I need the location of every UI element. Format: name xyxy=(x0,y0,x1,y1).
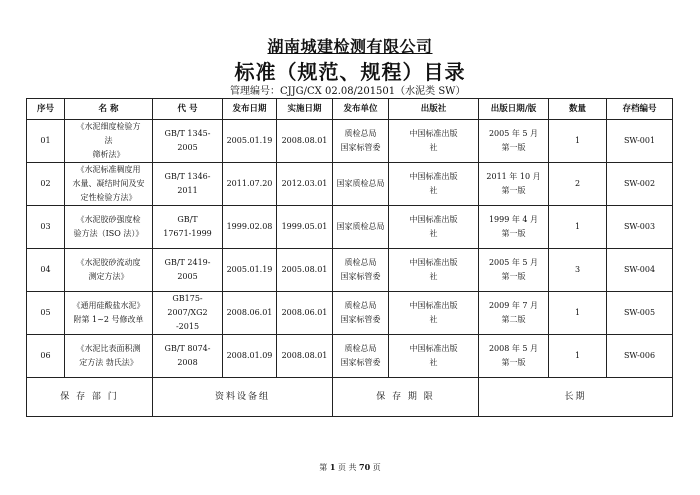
table-row xyxy=(27,120,673,163)
page-prefix: 第 xyxy=(319,463,328,472)
issuing-unit-line: 国家质检总局 xyxy=(336,222,385,231)
implementation-date: 2008.08.01 xyxy=(277,335,333,378)
col-header-pub-date: 出版日期/版 xyxy=(479,99,549,120)
col-header-issuer: 发布单位 xyxy=(333,99,389,120)
issuing-unit-line: 国家质检总局 xyxy=(336,179,385,188)
row-number: 02 xyxy=(27,163,65,206)
document-title: 标准（规范、规程）目录 xyxy=(234,60,466,84)
publication-edition xyxy=(479,206,549,249)
quantity: 1 xyxy=(549,120,607,163)
standard-name-line: 《通用硅酸盐水泥》 xyxy=(72,301,145,310)
col-header-impl-date: 实施日期 xyxy=(277,99,333,120)
page-total: 70 xyxy=(359,462,371,472)
page-middle: 页 共 xyxy=(337,463,357,472)
quantity: 1 xyxy=(549,206,607,249)
standard-name xyxy=(65,206,153,249)
publication-edition-line: 第一版 xyxy=(501,229,526,238)
storage-dept-value: 资料设备组 xyxy=(153,378,333,417)
footer-row xyxy=(27,378,673,417)
table-row xyxy=(27,335,673,378)
storage-period-label: 保 存 期 限 xyxy=(333,378,479,417)
publisher-line: 社 xyxy=(429,143,438,152)
issuing-unit xyxy=(333,249,389,292)
archive-number: SW-005 xyxy=(607,292,673,335)
publisher xyxy=(389,335,479,378)
implementation-date: 2008.06.01 xyxy=(277,292,333,335)
publication-edition-line: 2005 年 5 月 xyxy=(488,258,539,267)
standard-name xyxy=(65,292,153,335)
issue-date: 2005.01.19 xyxy=(223,120,277,163)
col-header-name: 名 称 xyxy=(65,99,153,120)
standard-code xyxy=(153,120,223,163)
publication-edition xyxy=(479,163,549,206)
issuing-unit xyxy=(333,335,389,378)
publication-edition xyxy=(479,249,549,292)
standard-code-line: -2015 xyxy=(175,322,200,331)
publication-edition-line: 第一版 xyxy=(501,358,526,367)
standard-code xyxy=(153,335,223,378)
publisher xyxy=(389,206,479,249)
row-number: 04 xyxy=(27,249,65,292)
col-header-no: 序号 xyxy=(27,99,65,120)
issue-date: 2008.06.01 xyxy=(223,292,277,335)
implementation-date: 1999.05.01 xyxy=(277,206,333,249)
standard-code xyxy=(153,292,223,335)
publisher-line: 中国标准出版 xyxy=(409,258,458,267)
publisher-line: 社 xyxy=(429,315,438,324)
publication-edition-line: 第一版 xyxy=(501,272,526,281)
standard-name-line: 定方法 勃氏法》 xyxy=(79,358,138,367)
publisher xyxy=(389,249,479,292)
issuing-unit xyxy=(333,206,389,249)
header-row xyxy=(27,99,673,120)
table-row xyxy=(27,292,673,335)
publisher-line: 中国标准出版 xyxy=(409,215,458,224)
archive-number: SW-004 xyxy=(607,249,673,292)
archive-number: SW-006 xyxy=(607,335,673,378)
publisher-line: 中国标准出版 xyxy=(409,129,458,138)
standard-code-line: 17671-1999 xyxy=(163,229,212,238)
archive-number: SW-003 xyxy=(607,206,673,249)
issuing-unit xyxy=(333,292,389,335)
publisher-line: 社 xyxy=(429,358,438,367)
publication-edition-line: 第一版 xyxy=(501,143,526,152)
standard-name-line: 《水泥比表面积测 xyxy=(76,344,141,353)
management-number: 管理编号：CJJG/CX 02.08/201501（水泥类 SW） xyxy=(230,86,466,97)
standard-name-line: 水量、凝结时间及安 xyxy=(72,179,145,188)
standard-name-line: 《水泥细度检验方 xyxy=(76,122,141,131)
standard-name-line: 《水泥标准稠度用 xyxy=(76,165,141,174)
standard-name-line: 筛析法》 xyxy=(92,150,125,159)
page-suffix: 页 xyxy=(372,463,381,472)
archive-number: SW-002 xyxy=(607,163,673,206)
publication-edition-line: 1999 年 4 月 xyxy=(488,215,539,224)
table-row xyxy=(27,206,673,249)
issuing-unit-line: 质检总局 xyxy=(344,344,377,353)
storage-dept-label: 保 存 部 门 xyxy=(27,378,153,417)
quantity: 2 xyxy=(549,163,607,206)
standard-code xyxy=(153,163,223,206)
issuing-unit-line: 国家标管委 xyxy=(340,315,381,324)
standard-name xyxy=(65,120,153,163)
publisher xyxy=(389,120,479,163)
archive-number: SW-001 xyxy=(607,120,673,163)
issuing-unit-line: 国家标管委 xyxy=(340,143,381,152)
company-name: 湖南城建检测有限公司 xyxy=(267,37,433,56)
standard-name-line: 测定方法》 xyxy=(88,272,129,281)
publisher-line: 中国标准出版 xyxy=(409,172,458,181)
publication-edition xyxy=(479,292,549,335)
standard-code-line: GB/T xyxy=(177,215,198,224)
publisher-line: 社 xyxy=(429,229,438,238)
publisher-line: 社 xyxy=(429,272,438,281)
row-number: 03 xyxy=(27,206,65,249)
issue-date: 1999.02.08 xyxy=(223,206,277,249)
col-header-code: 代 号 xyxy=(153,99,223,120)
col-header-archive-no: 存档编号 xyxy=(607,99,673,120)
storage-period-value: 长期 xyxy=(479,378,673,417)
publication-edition-line: 第一版 xyxy=(501,186,526,195)
standard-code-line: GB/T 1345-2005 xyxy=(164,129,211,152)
quantity: 1 xyxy=(549,292,607,335)
standard-name-line: 《水泥胶砂强度检 xyxy=(76,215,141,224)
standard-name xyxy=(65,163,153,206)
standard-code-line: GB/T 8074-2008 xyxy=(164,344,211,367)
issue-date: 2008.01.09 xyxy=(223,335,277,378)
table-row xyxy=(27,163,673,206)
standard-name xyxy=(65,249,153,292)
publication-edition-line: 2009 年 7 月 xyxy=(488,301,539,310)
row-number: 01 xyxy=(27,120,65,163)
quantity: 1 xyxy=(549,335,607,378)
publisher-line: 中国标准出版 xyxy=(409,301,458,310)
col-header-quantity: 数量 xyxy=(549,99,607,120)
standard-name-line: 附第 1~2 号修改单 xyxy=(73,315,144,324)
publication-edition-line: 2011 年 10 月 xyxy=(486,172,541,181)
standard-code-line: GB/T 1346-2011 xyxy=(164,172,211,195)
standard-name xyxy=(65,335,153,378)
row-number: 06 xyxy=(27,335,65,378)
standard-code xyxy=(153,249,223,292)
publication-edition-line: 2005 年 5 月 xyxy=(488,129,539,138)
issuing-unit-line: 质检总局 xyxy=(344,301,377,310)
standard-name-line: 验方法（ISO 法）》 xyxy=(73,229,144,238)
issuing-unit xyxy=(333,163,389,206)
implementation-date: 2008.08.01 xyxy=(277,120,333,163)
col-header-publisher: 出版社 xyxy=(389,99,479,120)
issuing-unit xyxy=(333,120,389,163)
publication-edition xyxy=(479,335,549,378)
implementation-date: 2005.08.01 xyxy=(277,249,333,292)
issuing-unit-line: 国家标管委 xyxy=(340,272,381,281)
publisher-line: 社 xyxy=(429,186,438,195)
col-header-issue-date: 发布日期 xyxy=(223,99,277,120)
standard-code-line: GB/T 2419-2005 xyxy=(164,258,211,281)
standard-name-line: 法 xyxy=(104,136,113,145)
standard-code-line: GB175-2007/XG2 xyxy=(167,294,208,317)
standard-code xyxy=(153,206,223,249)
page-number xyxy=(0,462,700,473)
row-number: 05 xyxy=(27,292,65,335)
publication-edition-line: 第二版 xyxy=(501,315,526,324)
publication-edition xyxy=(479,120,549,163)
standards-table xyxy=(26,98,673,417)
quantity: 3 xyxy=(549,249,607,292)
issuing-unit-line: 国家标管委 xyxy=(340,358,381,367)
table-row xyxy=(27,249,673,292)
publication-edition-line: 2008 年 5 月 xyxy=(488,344,539,353)
publisher xyxy=(389,292,479,335)
issuing-unit-line: 质检总局 xyxy=(344,258,377,267)
standard-name-line: 定性检验方法》 xyxy=(80,193,137,202)
publisher-line: 中国标准出版 xyxy=(409,344,458,353)
publisher xyxy=(389,163,479,206)
issue-date: 2011.07.20 xyxy=(223,163,277,206)
issuing-unit-line: 质检总局 xyxy=(344,129,377,138)
issue-date: 2005.01.19 xyxy=(223,249,277,292)
standard-name-line: 《水泥胶砂流动度 xyxy=(76,258,141,267)
implementation-date: 2012.03.01 xyxy=(277,163,333,206)
page-current: 1 xyxy=(329,462,336,472)
